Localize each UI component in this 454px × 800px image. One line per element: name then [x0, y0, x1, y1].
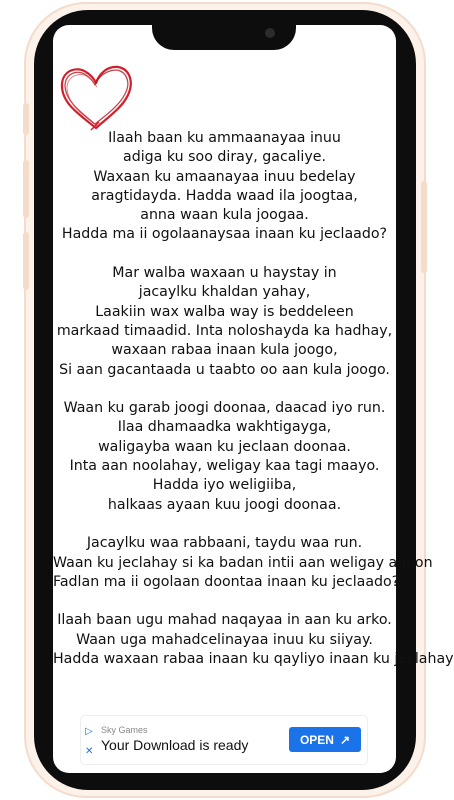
poem-line: waxaan rabaa inaan kula joogo,: [111, 342, 338, 359]
power-button: [421, 181, 427, 273]
poem-line: Waxaan ku amaanayaa inuu bedelay: [93, 168, 356, 185]
ad-title: Your Download is ready: [101, 737, 249, 753]
poem-stanza: [53, 399, 396, 515]
poem-line: Inta aan noolahay, weligay kaa tagi maayo.: [69, 458, 380, 475]
poem-line: Mar walba waxaan u haystay in: [112, 265, 337, 282]
poem-line: Waan ku jeclahay si ka badan intii aan weligay aqoon: [53, 554, 433, 571]
heart-icon: [55, 58, 137, 136]
poem-stanza: [53, 129, 396, 245]
poem-line: Jacaylku waa rabbaani, taydu waa run.: [86, 535, 363, 552]
phone-screen: [53, 25, 454, 773]
poem-stanza: [53, 611, 454, 669]
poem-line: anna waan kula joogaa.: [140, 207, 309, 224]
poem-line: Si aan gacantaada u taabto oo aan kula joogo.: [59, 361, 390, 378]
volume-up-button: [23, 160, 29, 218]
poem-line: Hadda ma ii ogolaanaysaa inaan ku jeclaado?: [61, 226, 388, 243]
poem-stanza: [53, 534, 433, 592]
ad-banner[interactable]: [81, 716, 367, 764]
open-button-label: OPEN: [299, 732, 334, 747]
open-button[interactable]: [289, 727, 361, 752]
external-arrow-icon: ↗: [339, 732, 351, 747]
poem-line: waligayba waan ku jeclaan doonaa.: [98, 438, 351, 455]
poem-line: Ilaa dhamaadka wakhtigayga,: [117, 419, 332, 436]
poem-line: Waan ku garab joogi doonaa, daacad iyo run.: [63, 400, 386, 417]
ad-play-icon: ▷: [85, 726, 93, 737]
poem-line: Hadda iyo weligiiba,: [152, 477, 297, 494]
poem-line: Fadlan ma ii ogolaan doontaa inaan ku jeclaado?: [53, 573, 400, 590]
poem-line: aragtidayda. Hadda waad ila joogtaa,: [91, 187, 358, 204]
mute-switch: [23, 103, 29, 135]
camera-icon: [265, 28, 275, 38]
poem-line: adiga ku soo diray, gacaliye.: [123, 149, 326, 166]
poem-line: Ilaah baan ugu mahad naqayaa in aan ku arko.: [57, 612, 392, 629]
volume-down-button: [23, 232, 29, 290]
poem-text: [53, 129, 454, 689]
poem-line: halkaas ayaan kuu joogi doonaa.: [107, 496, 342, 513]
poem-line: jacaylku khaldan yahay,: [138, 284, 311, 301]
poem-line: markaad timaadid. Inta noloshayda ka hadhay,: [56, 322, 393, 339]
close-icon[interactable]: ✕: [85, 746, 94, 757]
ad-brand: Sky Games: [101, 725, 148, 735]
poem-line: Laakiin wax walba way is beddeleen: [95, 303, 354, 320]
poem-line: Waan uga mahadcelinayaa inuu ku siiyay.: [76, 631, 373, 648]
poem-line: Hadda waxaan rabaa inaan ku qayliyo inaan ku jeclahay: [53, 651, 454, 668]
poem-line: Ilaah baan ku ammaanayaa inuu: [108, 130, 341, 146]
poem-stanza: [53, 264, 396, 380]
